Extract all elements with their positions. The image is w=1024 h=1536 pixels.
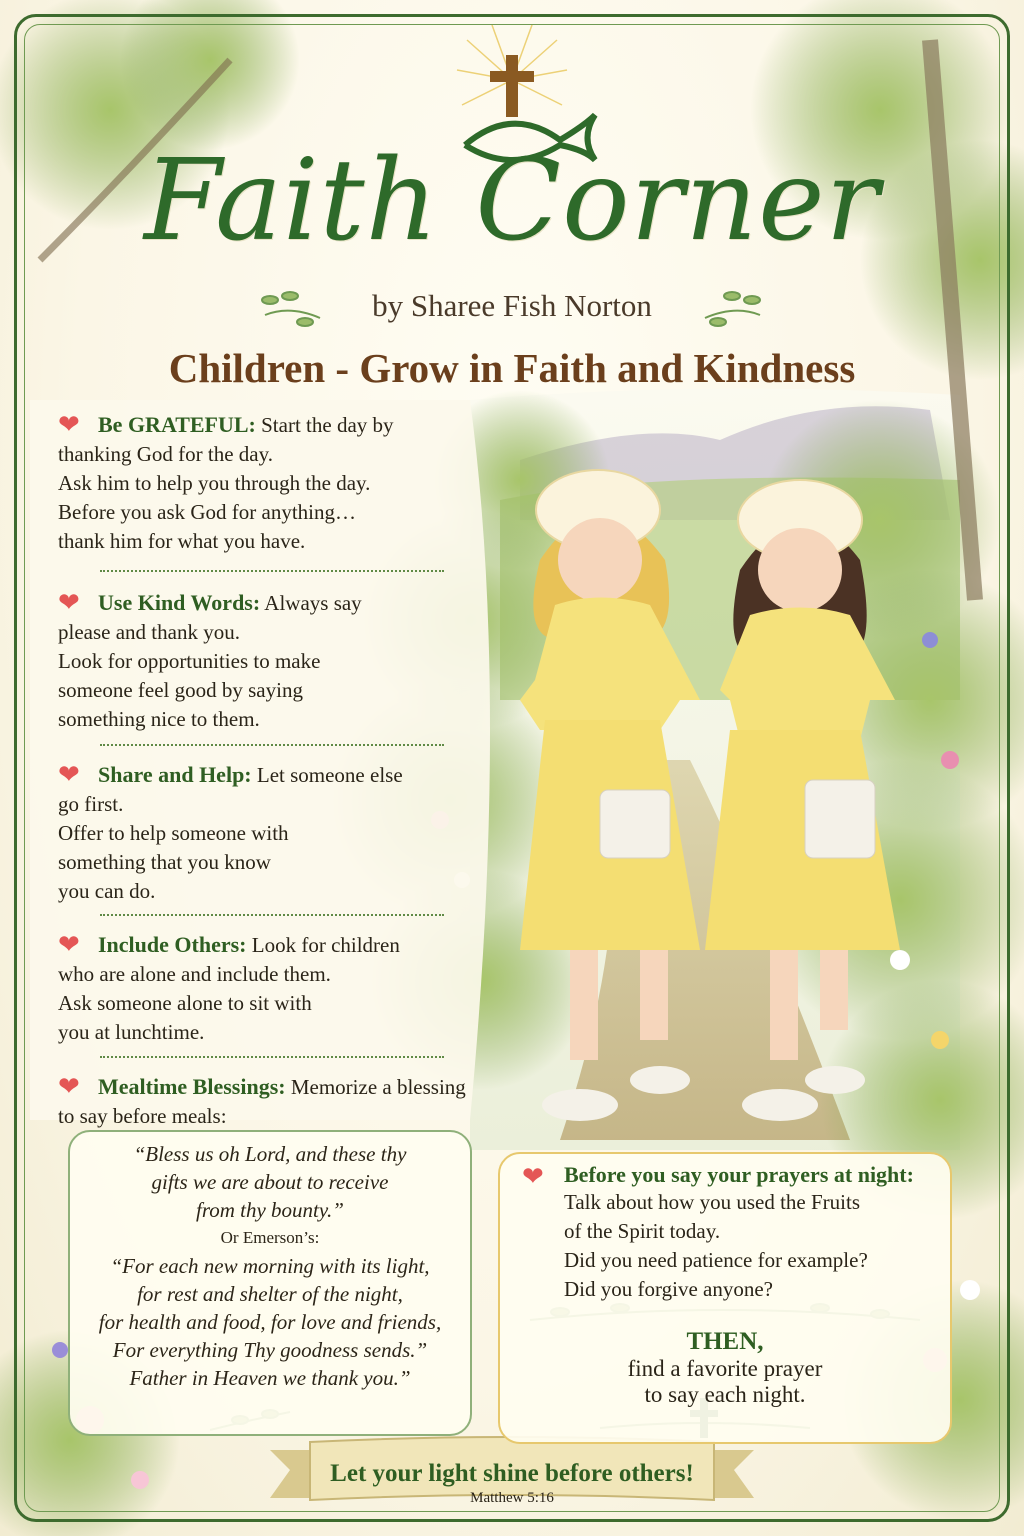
blessing-line: for rest and shelter of the night, [137, 1282, 403, 1306]
item-line: to say before meals: [58, 1104, 227, 1128]
prayer-then: THEN, [686, 1328, 764, 1355]
prayer-line: Did you need patience for example? [564, 1248, 868, 1272]
divider [100, 570, 444, 572]
blessing-or-label: Or Emerson’s: [220, 1228, 320, 1247]
heart-icon: ❤ [58, 930, 80, 959]
blessing-line: gifts we are about to receive [151, 1170, 389, 1194]
item-line: Offer to help someone with [58, 821, 289, 845]
subtitle: Children - Grow in Faith and Kindness [168, 345, 856, 391]
item-heading: Use Kind Words: [98, 590, 261, 615]
divider [100, 914, 444, 916]
prayer-box [498, 1152, 952, 1444]
item-line: something that you know [58, 850, 271, 874]
item-heading: Mealtime Blessings: [98, 1074, 286, 1099]
item-text: Look for children [251, 933, 400, 957]
item-line: someone feel good by saying [58, 678, 303, 702]
item-heading: Share and Help: [98, 762, 252, 787]
item-line: Before you ask God for anything… [58, 500, 357, 524]
item-text: Memorize a blessing [290, 1075, 466, 1099]
prayer-heading: Before you say your prayers at night: [564, 1162, 914, 1187]
prayer-then-line: to say each night. [644, 1382, 806, 1407]
prayer-then-line: find a favorite prayer [627, 1356, 823, 1381]
byline: by Sharee Fish Norton [372, 288, 652, 323]
item-line: please and thank you. [58, 620, 240, 644]
item-line: you can do. [58, 879, 156, 903]
item-text: Always say [264, 591, 362, 615]
item-line: go first. [58, 792, 124, 816]
list-item-share-help [58, 760, 488, 906]
list-item-include-others [58, 930, 488, 1047]
prayer-line: of the Spirit today. [564, 1219, 721, 1243]
blessing-line: Father in Heaven we thank you.” [129, 1366, 411, 1390]
blessing-line: “For each new morning with its light, [110, 1254, 430, 1278]
blessing-line: for health and food, for love and friends, [98, 1310, 442, 1334]
item-text: Let someone else [256, 763, 403, 787]
divider [100, 1056, 444, 1058]
blessing-box [68, 1130, 472, 1436]
prayer-line: Did you forgive anyone? [564, 1277, 773, 1301]
item-heading: Be GRATEFUL: [98, 412, 256, 437]
page-title: Faith Corner [143, 136, 881, 266]
blessing-line: “Bless us oh Lord, and these thy [133, 1142, 407, 1166]
item-line: Ask him to help you through the day. [58, 471, 371, 495]
list-item-mealtime [58, 1072, 518, 1131]
divider [100, 744, 444, 746]
heart-icon: ❤ [58, 410, 80, 439]
item-line: something nice to them. [58, 707, 260, 731]
blessing-line: from thy bounty.” [196, 1198, 344, 1222]
item-line: who are alone and include them. [58, 962, 331, 986]
banner-citation: Matthew 5:16 [470, 1490, 554, 1506]
heart-icon: ❤ [58, 588, 80, 617]
blessing-line: For everything Thy goodness sends.” [112, 1338, 428, 1362]
item-line: thanking God for the day. [58, 442, 274, 466]
item-line: thank him for what you have. [58, 529, 306, 553]
item-line: Ask someone alone to sit with [58, 991, 312, 1015]
list-item-kind-words [58, 588, 488, 734]
prayer-line: Talk about how you used the Fruits [564, 1190, 860, 1214]
item-line: Look for opportunities to make [58, 649, 321, 673]
item-line: you at lunchtime. [58, 1020, 205, 1044]
list-item-grateful [58, 410, 488, 556]
heart-icon: ❤ [58, 760, 80, 789]
banner-verse: Let your light shine before others! [330, 1460, 694, 1487]
item-heading: Include Others: [98, 932, 247, 957]
heart-icon: ❤ [522, 1162, 544, 1191]
item-text: Start the day by [261, 413, 394, 437]
heart-icon: ❤ [58, 1072, 80, 1101]
